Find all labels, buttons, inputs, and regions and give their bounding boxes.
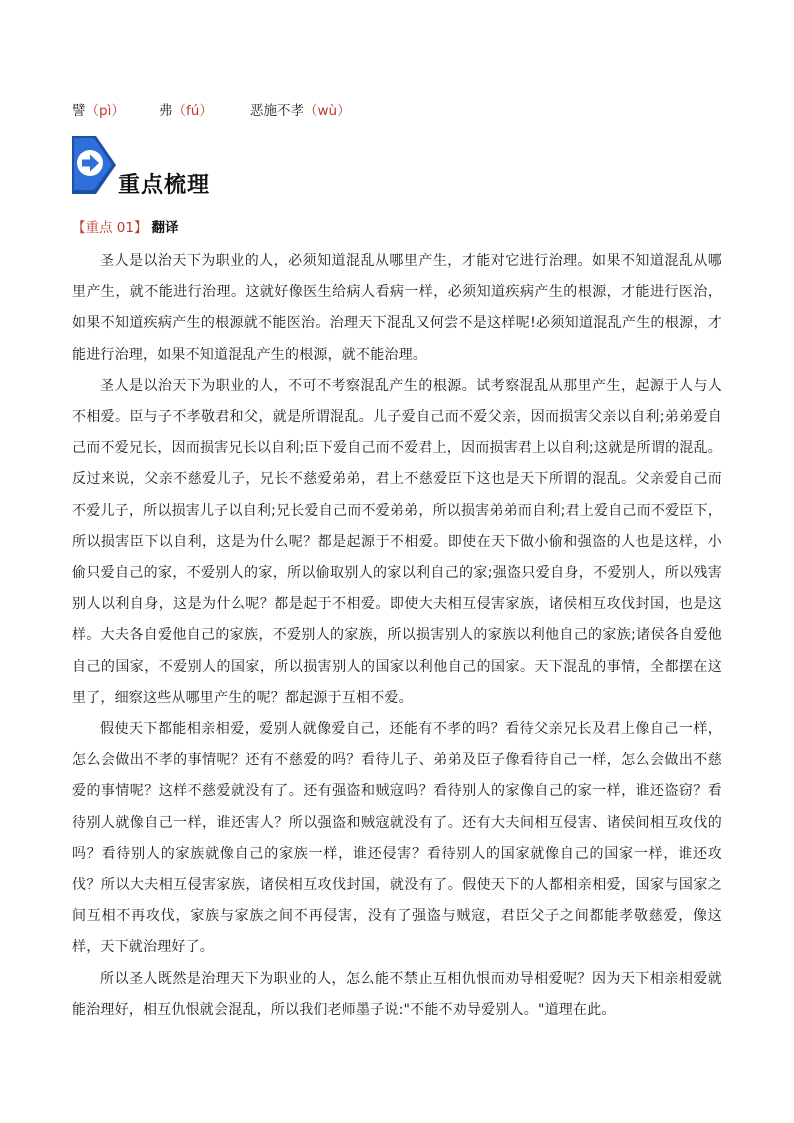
pinyin-note: 弗（fú） <box>159 103 213 119</box>
pinyin-note: 譬（pì） <box>72 103 125 119</box>
paragraph: 圣人是以治天下为职业的人，不可不考察混乱产生的根源。试考察混乱从那里产生，起源于人与人不相爱。臣与子不孝敬君和父，就是所谓混乱。儿子爱自己而不爱父亲，因而损害父亲以自利;弟弟爱自己而不爱兄长，因而损害兄长以自利;臣下爱自己而不爱君上，因而损害君上以自利;这就是所谓的混乱。反过来说，父亲不慈爱儿子，兄长不慈爱弟弟，君上不慈爱臣下这也是天下所谓的混乱。父亲爱自己而不爱儿子，所以损害儿子以自利;兄长爱自己而不爱弟弟，所以损害弟弟而自利;君上爱自己而不爱臣下，所以损害臣下以自利，这是为什么呢？都是起源于不相爱。即使在天下做小偷和强盗的人也是这样，小偷只爱自己的家，不爱别人的家，所以偷取别人的家以利自己的家;强盗只爱自身，不爱别人，所以残害别人以利自身，这是为什么呢？都是起于不相爱。即使大夫相互侵害家族，诸侯相互攻伐封国，也是这样。大夫各自爱他自己的家族，不爱别人的家族，所以损害别人的家族以利他自己的家族;诸侯各自爱他自己的国家，不爱别人的国家，所以损害别人的国家以利他自己的国家。天下混乱的事情，全都摆在这里了，细察这些从哪里产生的呢？都起源于互相不爱。 <box>72 377 722 706</box>
arrow-right-icon <box>70 134 118 196</box>
section-header <box>70 134 370 198</box>
note-char: 譬 <box>72 103 86 119</box>
point-label: 【重点 01】 翻译 <box>72 220 179 236</box>
note-pinyin: pì <box>99 103 112 119</box>
section-title: 重点梳理 <box>118 173 211 198</box>
point-tag: 重点 01 <box>85 220 134 236</box>
paragraph: 圣人是以治天下为职业的人，必须知道混乱从哪里产生，才能对它进行治理。如果不知道混乱从哪里产生，就不能进行治理。这就好像医生给病人看病一样，必须知道疾病产生的根源，才能进行医治，如果不知道疾病产生的根源就不能医治。治理天下混乱又何尝不是这样呢!必须知道混乱产生的根源，才能进行治理，如果不知道混乱产生的根源，就不能治理。 <box>72 253 722 363</box>
note-char: 恶施不孝 <box>250 103 304 119</box>
note-char: 弗 <box>159 103 173 119</box>
note-pinyin: wù <box>317 103 338 119</box>
point-topic: 翻译 <box>151 220 179 236</box>
paragraph: 假使天下都能相亲相爱，爱别人就像爱自己，还能有不孝的吗？看待父亲兄长及君上像自己一样，怎么会做出不孝的事情呢？还有不慈爱的吗？看待儿子、弟弟及臣子像看待自己一样，怎么会做出不慈爱的事情呢？这样不慈爱就没有了。还有强盗和贼寇吗？看待别人的家像自己的家一样，谁还盗窃？看待别人就像自己一样，谁还害人？所以强盗和贼寇就没有了。还有大夫间相互侵害、诸侯间相互攻伐的吗？看待别人的家族就像自己的家族一样，谁还侵害？看待别人的国家就像自己的国家一样，谁还攻伐？所以大夫相互侵害家族，诸侯相互攻伐封国，就没有了。假使天下的人都相亲相爱，国家与国家之间互相不再攻伐，家族与家族之间不再侵害，没有了强盗与贼寇，君臣父子之间都能孝敬慈爱，像这样，天下就治理好了。 <box>72 721 722 956</box>
pinyin-note: 恶施不孝（wù） <box>250 103 351 119</box>
paragraph: 所以圣人既然是治理天下为职业的人，怎么能不禁止互相仇恨而劝导相爱呢？因为天下相亲相爱就能治理好，相互仇恨就会混乱，所以我们老师墨子说:"不能不劝导爱别人。"道理在此。 <box>72 970 722 1018</box>
note-pinyin: fú <box>186 103 200 119</box>
translation-body <box>72 246 722 1026</box>
